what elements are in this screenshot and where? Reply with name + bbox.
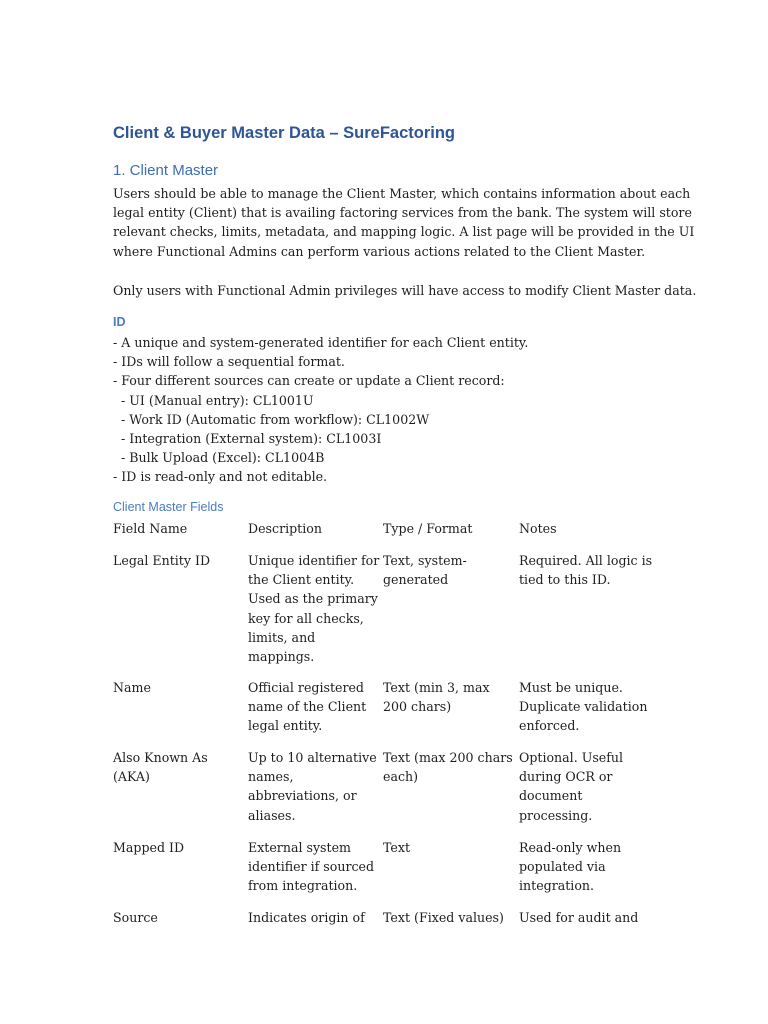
table-cell [248, 748, 383, 838]
cell-line: mappings. [248, 649, 315, 665]
access-note [113, 281, 697, 300]
cell-line: Required. All logic is [519, 553, 653, 568]
table-row [113, 908, 658, 948]
list-item: - Integration (External system): CL1003I [113, 431, 382, 447]
id-heading: ID [113, 315, 126, 329]
cell-line: Text [383, 840, 411, 855]
list-item: - IDs will follow a sequential format. [113, 354, 345, 370]
cell-line: Used as the primary [248, 591, 378, 607]
document-title: Client & Buyer Master Data – SureFactoring [113, 124, 456, 142]
client-master-fields-table [113, 519, 658, 948]
column-header: Type / Format [383, 521, 473, 536]
list-item: - A unique and system-generated identifier for each Client entity. [113, 335, 529, 350]
list-item: - Work ID (Automatic from workflow): CL1002W [113, 411, 430, 427]
cell-line: Indicates origin of [248, 910, 365, 925]
table-header-row [113, 519, 658, 551]
table-row [113, 748, 658, 838]
cell-line: the Client entity. [248, 572, 355, 588]
intro-line: where Functional Admins can perform various actions related to the Client Master. [113, 243, 646, 259]
cell-line: generated [383, 572, 449, 588]
table-row [113, 678, 658, 748]
cell-line: abbreviations, or [248, 788, 357, 804]
table-row [113, 838, 658, 908]
cell-line: identifier if sourced [248, 859, 375, 875]
table-cell [383, 551, 519, 678]
table-cell [519, 748, 658, 838]
table-cell [113, 838, 248, 908]
table-cell [248, 551, 383, 678]
cell-line: 200 chars) [383, 699, 452, 715]
table-cell [113, 748, 248, 838]
table-cell [248, 908, 383, 948]
table-cell [383, 838, 519, 908]
intro-line: relevant checks, limits, metadata, and mapping logic. A list page will be provided in the UI [113, 224, 695, 240]
cell-line: Text (min 3, max [383, 680, 490, 695]
table-cell [248, 678, 383, 748]
table-cell [519, 838, 658, 908]
id-points-list [113, 333, 528, 487]
cell-line: Legal Entity ID [113, 553, 211, 568]
access-note-text: Only users with Functional Admin privileges will have access to modify Client Master data. [113, 283, 697, 298]
cell-line: Read-only when [519, 840, 622, 855]
table-cell [113, 551, 248, 678]
cell-line: Duplicate validation [519, 699, 648, 715]
cell-line: aliases. [248, 807, 296, 823]
fields-heading: Client Master Fields [113, 500, 224, 514]
table-cell [383, 678, 519, 748]
column-header: Description [248, 521, 322, 536]
table-cell [383, 748, 519, 838]
table-cell [519, 678, 658, 748]
cell-line: Up to 10 alternative [248, 750, 377, 765]
cell-line: Text (max 200 chars [383, 750, 513, 765]
cell-line: Name [113, 680, 151, 695]
section-heading: 1. Client Master [113, 162, 219, 179]
cell-line: legal entity. [248, 718, 323, 734]
column-header: Field Name [113, 521, 188, 536]
cell-line: tied to this ID. [519, 572, 611, 588]
cell-line: Also Known As [113, 750, 208, 765]
list-item: - UI (Manual entry): CL1001U [113, 392, 314, 408]
document-page [113, 0, 697, 1024]
cell-line: Must be unique. [519, 680, 623, 695]
cell-line: Unique identifier for [248, 553, 380, 568]
cell-line: each) [383, 769, 419, 785]
cell-line: Official registered [248, 680, 364, 695]
list-item: - ID is read-only and not editable. [113, 469, 328, 485]
table-cell [248, 838, 383, 908]
cell-line: integration. [519, 878, 595, 894]
list-item: - Four different sources can create or update a Client record: [113, 373, 505, 389]
intro-paragraph [113, 184, 695, 261]
cell-line: document [519, 788, 583, 804]
table-row [113, 551, 658, 678]
cell-line: Mapped ID [113, 840, 185, 855]
table-cell [519, 908, 658, 948]
cell-line: Source [113, 910, 158, 925]
table-cell [383, 908, 519, 948]
cell-line: from integration. [248, 878, 358, 894]
list-item: - Bulk Upload (Excel): CL1004B [113, 450, 325, 466]
cell-line: populated via [519, 859, 606, 875]
cell-line: Text, system- [383, 553, 467, 568]
cell-line: Text (Fixed values) [383, 910, 504, 925]
cell-line: Used for audit and [519, 910, 639, 925]
cell-line: External system [248, 840, 351, 855]
column-header: Notes [519, 521, 557, 536]
intro-line: Users should be able to manage the Client Master, which contains information about each [113, 186, 691, 201]
cell-line: (AKA) [113, 769, 150, 785]
cell-line: names, [248, 769, 294, 785]
intro-line: legal entity (Client) that is availing factoring services from the bank. The system will store [113, 205, 692, 221]
cell-line: processing. [519, 807, 593, 823]
cell-line: name of the Client [248, 699, 367, 715]
table-cell [113, 908, 248, 948]
cell-line: Optional. Useful [519, 750, 624, 765]
cell-line: during OCR or [519, 769, 613, 785]
cell-line: limits, and [248, 629, 316, 645]
table-cell [519, 551, 658, 678]
table-cell [113, 678, 248, 748]
cell-line: key for all checks, [248, 610, 364, 626]
cell-line: enforced. [519, 718, 580, 734]
